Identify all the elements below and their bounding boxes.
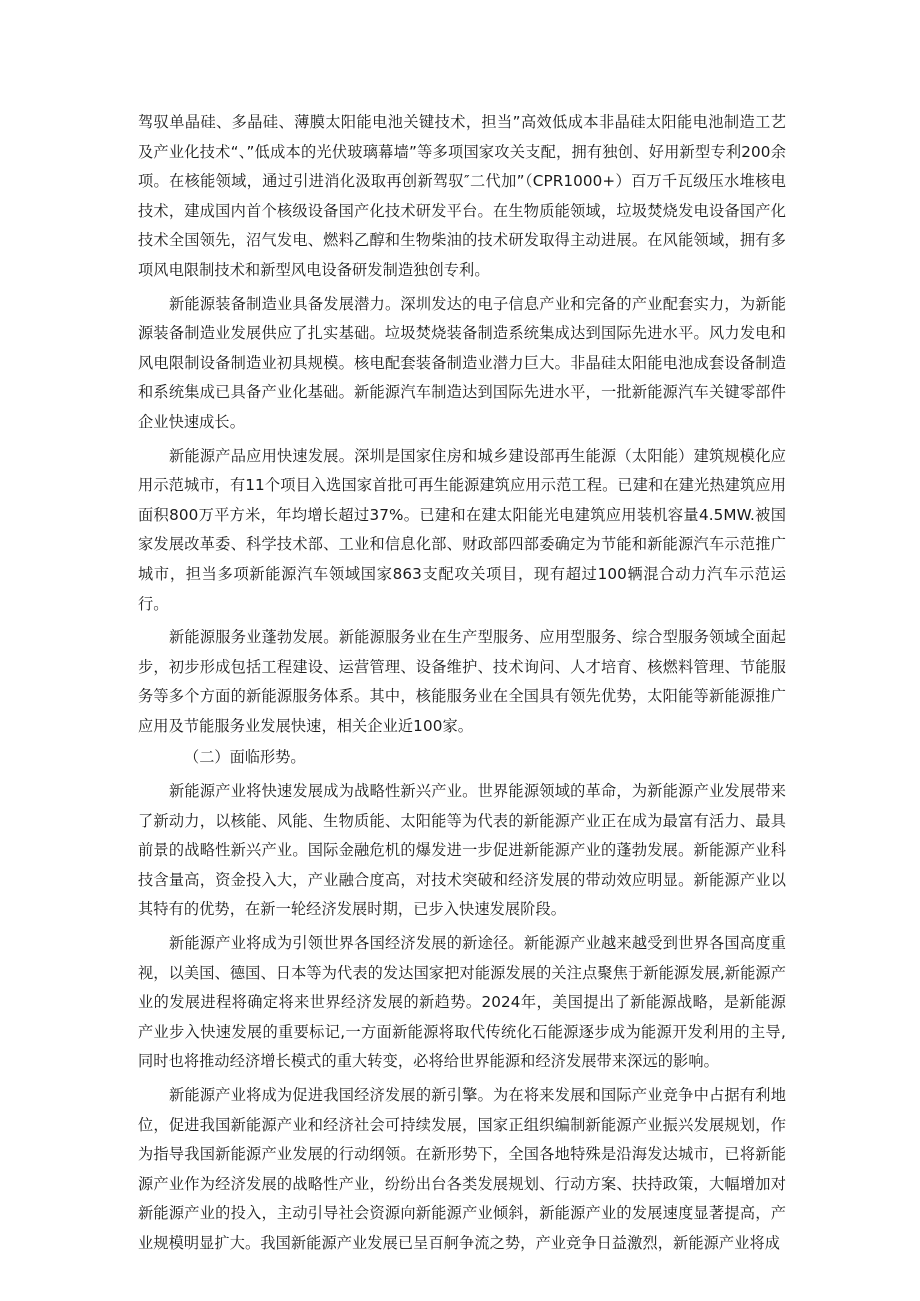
paragraph-strategic-industry: 新能源产业将快速发展成为战略性新兴产业。世界能源领域的革命，为新能源产业发展带来了新动力，以核能、风能、生物质能、太阳能等为代表的新能源产业正在成为最富有活力、最具前景的战略性新兴产业。国际金融危机的爆发进一步促进新能源产业的蓬勃发展。新能源产业科技含量高，资金投入大，产业融合度高，对技术突破和经济发展的带动效应明显。新能源产业以其特有的优势，在新一轮经济发展时期，已步入快速发展阶段。 xyxy=(138,782,786,919)
paragraph-china-engine: 新能源产业将成为促进我国经济发展的新引擎。为在将来发展和国际产业竞争中占据有利地位，促进我国新能源产业和经济社会可持续发展，国家正组织编制新能源产业振兴发展规划，作为指导我国新能源产业发展的行动纲领。在新形势下，全国各地特殊是沿海发达城市，已将新能源产业作为经济发展的战略性产业，纷纷出台各类发展规划、行动方案、扶持政策，大幅增加对新能源产业的投入，主动引导社会资源向新能源产业倾斜，新能源产业的发展速度显著提高，产业规模明显扩大。我国新能源产业发展已呈百舸争流之势，产业竞争日益激烈，新能源产业将成 xyxy=(138,1086,786,1252)
paragraph-equipment-manufacturing: 新能源装备制造业具备发展潜力。深圳发达的电子信息产业和完备的产业配套实力，为新能源装备制造业发展供应了扎实基础。垃圾焚烧装备制造系统集成达到国际先进水平。风力发电和风电限制设备制造业初具规模。核电配套装备制造业潜力巨大。非晶硅太阳能电池成套设备制造和系统集成已具备产业化基础。新能源汽车制造达到国际先进水平，一批新能源汽车关键零部件企业快速成长。 xyxy=(138,294,786,431)
section-heading: （二）面临形势。 xyxy=(184,748,306,767)
paragraph-product-application: 新能源产品应用快速发展。深圳是国家住房和城乡建设部再生能源（太阳能）建筑规模化应用示范城市，有11个项目入选国家首批可再生能源建筑应用示范工程。已建和在建光热建筑应用面积800万平方米，年均增长超过37%。已建和在建太阳能光电建筑应用装机容量4.5MW.被国家发展改革委、科学技术部、工业和信息化部、财政部四部委确定为节能和新能源汽车示范推广城市，担当多项新能源汽车领域国家863支配攻关项目，现有超过100辆混合动力汽车示范运行。 xyxy=(138,446,786,613)
document-page xyxy=(138,108,786,1259)
paragraph-world-economy: 新能源产业将成为引领世界各国经济发展的新途径。新能源产业越来越受到世界各国高度重视，以美国、德国、日本等为代表的发达国家把对能源发展的关注点聚焦于新能源发展,新能源产业的发展进程将确定将来世界经济发展的新趋势。2024年，美国提出了新能源战略，是新能源产业步入快速发展的重要标记,一方面新能源将取代传统化石能源逐步成为能源开发利用的主导,同时也将推动经济增长模式的重大转变，必将给世界能源和经济发展带来深远的影响。 xyxy=(138,934,786,1071)
paragraph-tech-continuation: 驾驭单晶硅、多晶硅、薄膜太阳能电池关键技术，担当”高效低成本非晶硅太阳能电池制造工艺及产业化技术“、”低成本的光伏玻璃幕墙”等多项国家攻关支配，拥有独创、好用新型专利200余项。在核能领域，通过引进消化汲取再创新驾驭″二代加”（CPR1000+）百万千瓦级压水堆核电技术，建成国内首个核级设备国产化技术研发平台。在生物质能领域，垃圾焚烧发电设备国产化技术全国领先，沼气发电、燃料乙醇和生物柴油的技术研发取得主动进展。在风能领域，拥有多项风电限制技术和新型风电设备研发制造独创专利。 xyxy=(138,113,786,279)
paragraph-service-industry: 新能源服务业蓬勃发展。新能源服务业在生产型服务、应用型服务、综合型服务领域全面起步，初步形成包括工程建设、运营管理、设备维护、技术询问、人才培育、核燃料管理、节能服务等多个方面的新能源服务体系。其中，核能服务业在全国具有领先优势，太阳能等新能源推广应用及节能服务业发展快速，相关企业近100家。 xyxy=(138,628,786,735)
